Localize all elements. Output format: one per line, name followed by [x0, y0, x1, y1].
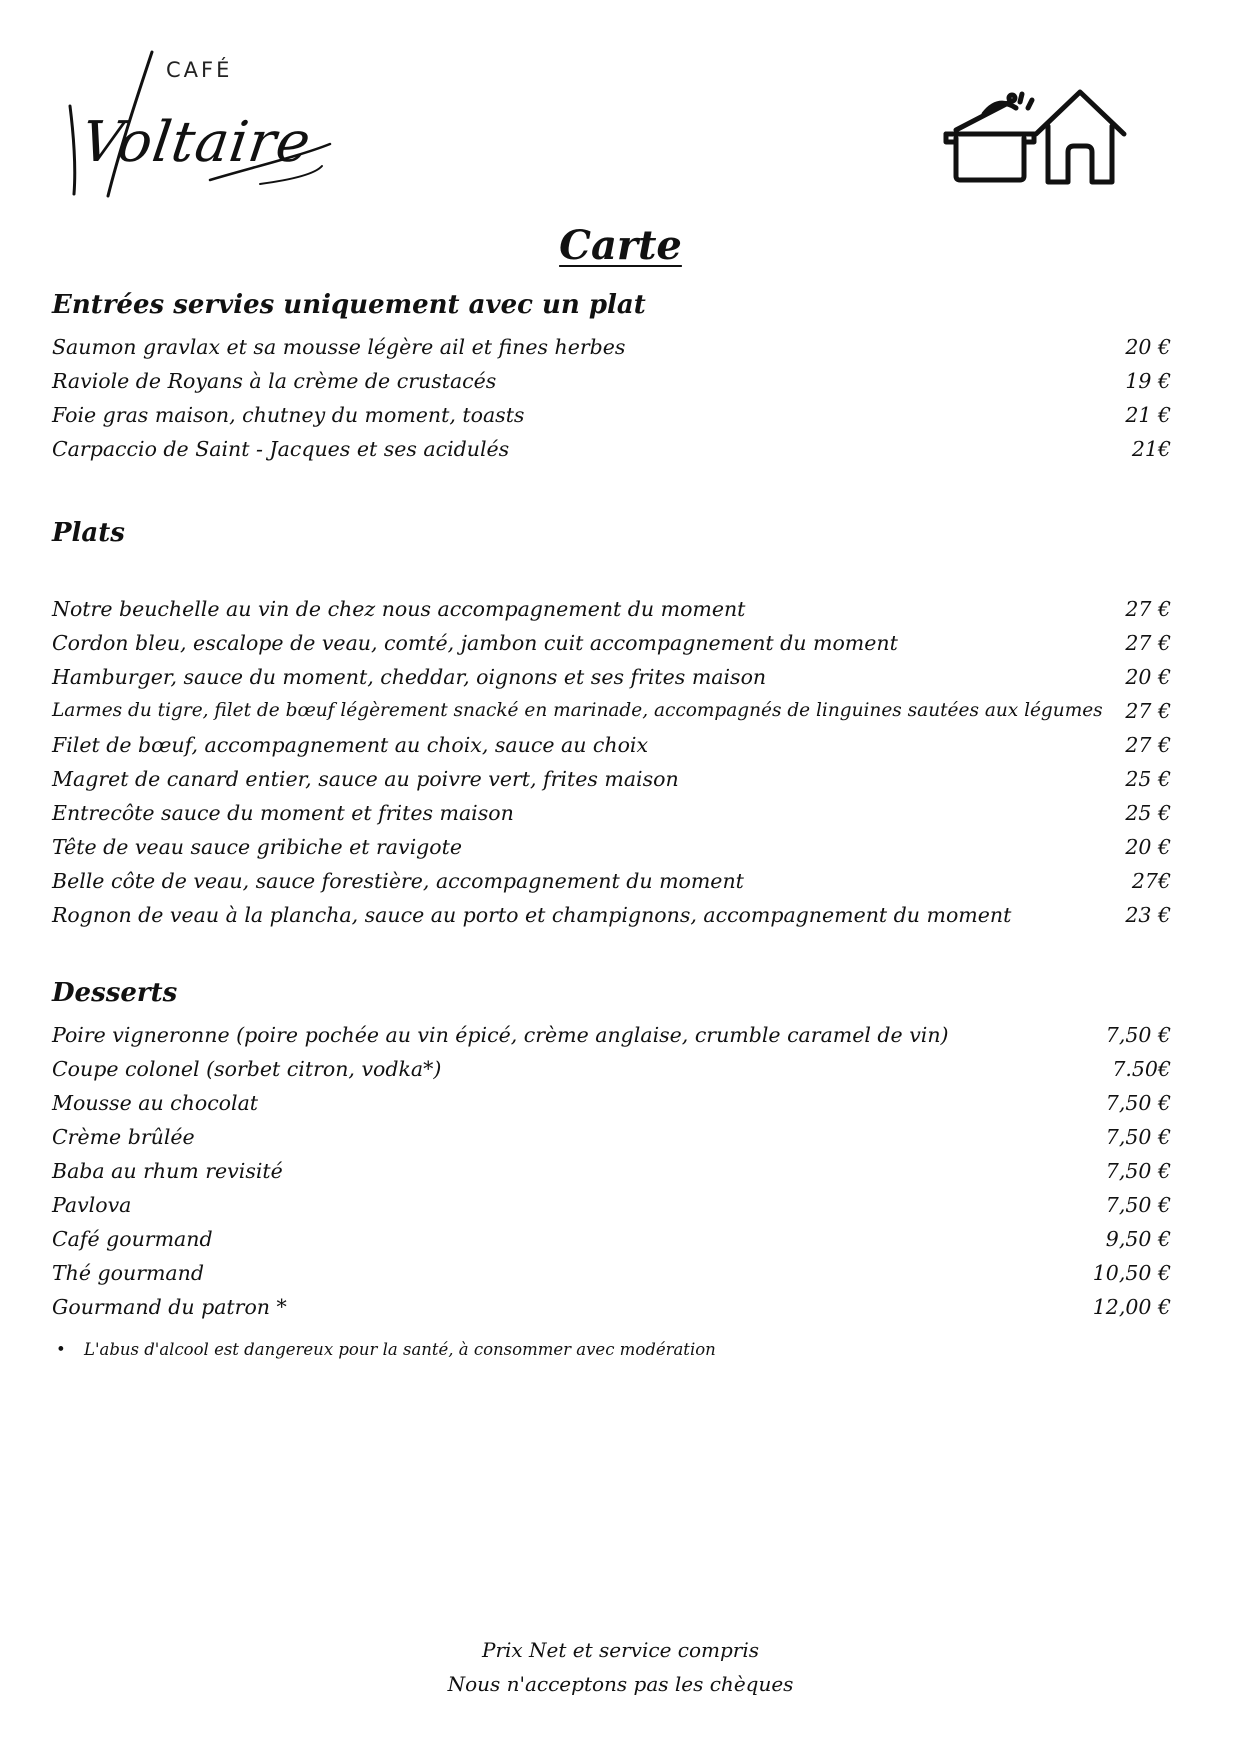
menu-item — [52, 400, 1171, 430]
menu-item-price: 7,50 € — [1105, 1023, 1171, 1047]
menu-item — [52, 366, 1171, 396]
menu-item-price: 20 € — [1125, 835, 1171, 859]
menu-item-price: 27 € — [1125, 733, 1171, 757]
menu-item-name: Baba au rhum revisité — [52, 1159, 283, 1183]
menu-item — [52, 764, 1171, 794]
menu-item-price: 25 € — [1125, 767, 1171, 791]
menu-item-price: 20 € — [1125, 335, 1171, 359]
menu-item-price: 7,50 € — [1105, 1159, 1171, 1183]
menu-item-price: 27 € — [1125, 597, 1171, 621]
menu-item — [52, 1020, 1171, 1050]
menu-item-name: Saumon gravlax et sa mousse légère ail et fines herbes — [52, 335, 626, 359]
menu-item-price: 21€ — [1131, 437, 1171, 461]
menu-item — [52, 628, 1171, 658]
alcohol-warning-note: • L'abus d'alcool est dangereux pour la santé, à consommer avec modération — [84, 1340, 716, 1359]
takeaway-icons — [940, 88, 1130, 188]
menu-item-name: Foie gras maison, chutney du moment, toasts — [52, 403, 525, 427]
menu-item — [52, 1258, 1171, 1288]
menu-item-name: Notre beuchelle au vin de chez nous accompagnement du moment — [52, 597, 746, 621]
menu-item-price: 23 € — [1125, 903, 1171, 927]
section-heading-plats: Plats — [52, 518, 125, 548]
menu-item — [52, 1122, 1171, 1152]
menu-item — [52, 434, 1171, 464]
menu-item-price: 21 € — [1125, 403, 1171, 427]
menu-item-price: 9,50 € — [1105, 1227, 1171, 1251]
menu-item-price: 20 € — [1125, 665, 1171, 689]
menu-item-name: Crème brûlée — [52, 1125, 195, 1149]
section-heading-entrees: Entrées servies uniquement avec un plat — [52, 290, 646, 320]
menu-item — [52, 1292, 1171, 1322]
menu-item-name: Coupe colonel (sorbet citron, vodka*) — [52, 1057, 442, 1081]
menu-item — [52, 594, 1171, 624]
menu-item-price: 25 € — [1125, 801, 1171, 825]
footer-prices-note: Prix Net et service compris — [482, 1638, 759, 1662]
menu-item — [52, 900, 1171, 930]
menu-item-name: Gourmand du patron * — [52, 1295, 287, 1319]
menu-item-name: Entrecôte sauce du moment et frites maison — [52, 801, 514, 825]
menu-item-price: 19 € — [1125, 369, 1171, 393]
section-heading-desserts: Desserts — [52, 978, 178, 1008]
cooking-pot-icon — [946, 94, 1034, 180]
menu-item — [52, 332, 1171, 362]
menu-item-price: 27 € — [1125, 699, 1171, 723]
menu-item — [52, 730, 1171, 760]
menu-item-name: Mousse au chocolat — [52, 1091, 259, 1115]
menu-item-name: Café gourmand — [52, 1227, 213, 1251]
menu-item-price: 7,50 € — [1105, 1125, 1171, 1149]
menu-item — [52, 1224, 1171, 1254]
menu-item — [52, 866, 1171, 896]
menu-item — [52, 1088, 1171, 1118]
menu-item-price: 12,00 € — [1092, 1295, 1171, 1319]
menu-item-price: 7,50 € — [1105, 1091, 1171, 1115]
menu-item-price: 10,50 € — [1092, 1261, 1171, 1285]
menu-item-price: 27€ — [1131, 869, 1171, 893]
menu-item-price: 7.50€ — [1112, 1057, 1171, 1081]
logo-cafe-text: CAFÉ — [166, 58, 233, 82]
menu-title: Carte — [559, 222, 682, 269]
menu-item-name: Filet de bœuf, accompagnement au choix, sauce au choix — [52, 733, 649, 757]
menu-item-name: Rognon de veau à la plancha, sauce au porto et champignons, accompagnement du moment — [52, 903, 1012, 927]
menu-item-name: Raviole de Royans à la crème de crustacés — [52, 369, 497, 393]
menu-item — [52, 1190, 1171, 1220]
menu-item-name: Hamburger, sauce du moment, cheddar, oignons et ses frites maison — [52, 665, 767, 689]
menu-item-price: 27 € — [1125, 631, 1171, 655]
menu-item — [52, 1156, 1171, 1186]
logo-voltaire-text: Voltaire — [77, 110, 316, 175]
menu-item-price: 7,50 € — [1105, 1193, 1171, 1217]
menu-item-name: Tête de veau sauce gribiche et ravigote — [52, 835, 462, 859]
menu-item — [52, 1054, 1171, 1084]
menu-item — [52, 696, 1171, 726]
menu-item-name: Belle côte de veau, sauce forestière, accompagnement du moment — [52, 869, 744, 893]
menu-item-name: Thé gourmand — [52, 1261, 204, 1285]
menu-item-name: Pavlova — [52, 1193, 132, 1217]
menu-item-name: Cordon bleu, escalope de veau, comté, jambon cuit accompagnement du moment — [52, 631, 898, 655]
menu-item-name: Poire vigneronne (poire pochée au vin épicé, crème anglaise, crumble caramel de vin) — [52, 1023, 949, 1047]
house-icon — [1036, 92, 1124, 182]
menu-item — [52, 832, 1171, 862]
footer-cheques-note: Nous n'acceptons pas les chèques — [447, 1672, 794, 1696]
menu-item — [52, 798, 1171, 828]
menu-item-name: Carpaccio de Saint - Jacques et ses acidulés — [52, 437, 510, 461]
menu-item-name: Magret de canard entier, sauce au poivre vert, frites maison — [52, 767, 679, 791]
menu-item — [52, 662, 1171, 692]
cafe-voltaire-logo — [60, 48, 360, 208]
menu-item-name: Larmes du tigre, filet de bœuf légèrement snacké en marinade, accompagnés de linguines sautées aux légumes — [52, 700, 1103, 721]
